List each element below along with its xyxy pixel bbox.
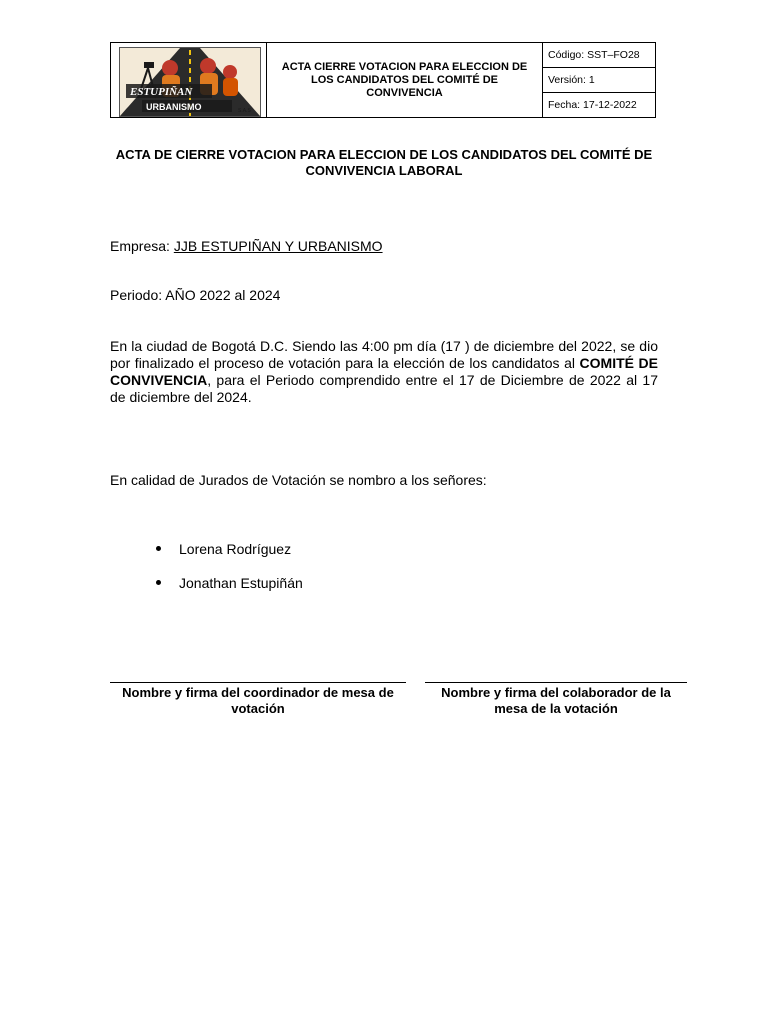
logo-text-2: URBANISMO: [146, 102, 202, 112]
jurados-intro: En calidad de Jurados de Votación se nombro a los señores:: [110, 472, 487, 488]
company-logo: [119, 47, 261, 117]
paragraph-part-1: En la ciudad de Bogotá D.C. Siendo las 4:00 pm día (17 ) de diciembre del 2022, se dio por finalizado el proceso de votación para la elección de los candidatos al: [110, 338, 658, 371]
logo-cell: [111, 43, 267, 117]
header-title: ACTA CIERRE VOTACION PARA ELECCION DE LOS CANDIDATOS DEL COMITÉ DE CONVIVENCIA: [267, 43, 543, 117]
list-item: [156, 540, 303, 557]
doc-version: Versión: 1: [543, 68, 655, 93]
header-table: [110, 42, 656, 118]
periodo-line: Periodo: AÑO 2022 al 2024: [110, 287, 281, 303]
signature-left: Nombre y firma del coordinador de mesa de votación: [110, 682, 406, 717]
document-title: ACTA DE CIERRE VOTACION PARA ELECCION DE LOS CANDIDATOS DEL COMITÉ DE CONVIVENCIA LABORAL: [115, 147, 653, 178]
list-item: [156, 574, 303, 591]
empresa-line: [110, 238, 383, 255]
empresa-value: JJB ESTUPIÑAN Y URBANISMO: [173, 238, 383, 254]
paragraph-bold: COMITÉ DE CONVIVENCIA: [110, 355, 658, 388]
signature-right: Nombre y firma del colaborador de la mesa de la votación: [425, 682, 687, 717]
jurados-list: [156, 540, 303, 608]
jurado-name: Lorena Rodríguez: [179, 540, 292, 557]
logo-text-1: ESTUPIÑAN: [130, 86, 193, 98]
header-meta: [543, 43, 655, 117]
logo-text-3: S.A.S: [238, 108, 251, 114]
bullet-icon: [156, 580, 161, 585]
logo-graphic: [120, 48, 260, 116]
doc-code: Código: SST–FO28: [543, 43, 655, 68]
bullet-icon: [156, 546, 161, 551]
closing-paragraph: [110, 338, 658, 406]
doc-date: Fecha: 17-12-2022: [548, 99, 637, 111]
paragraph-part-2: , para el Periodo comprendido entre el 17 de Diciembre de 2022 al 17 de diciembre del 2024.: [110, 372, 658, 405]
empresa-label: Empresa:: [110, 238, 170, 254]
jurado-name: Jonathan Estupiñán: [179, 574, 303, 591]
